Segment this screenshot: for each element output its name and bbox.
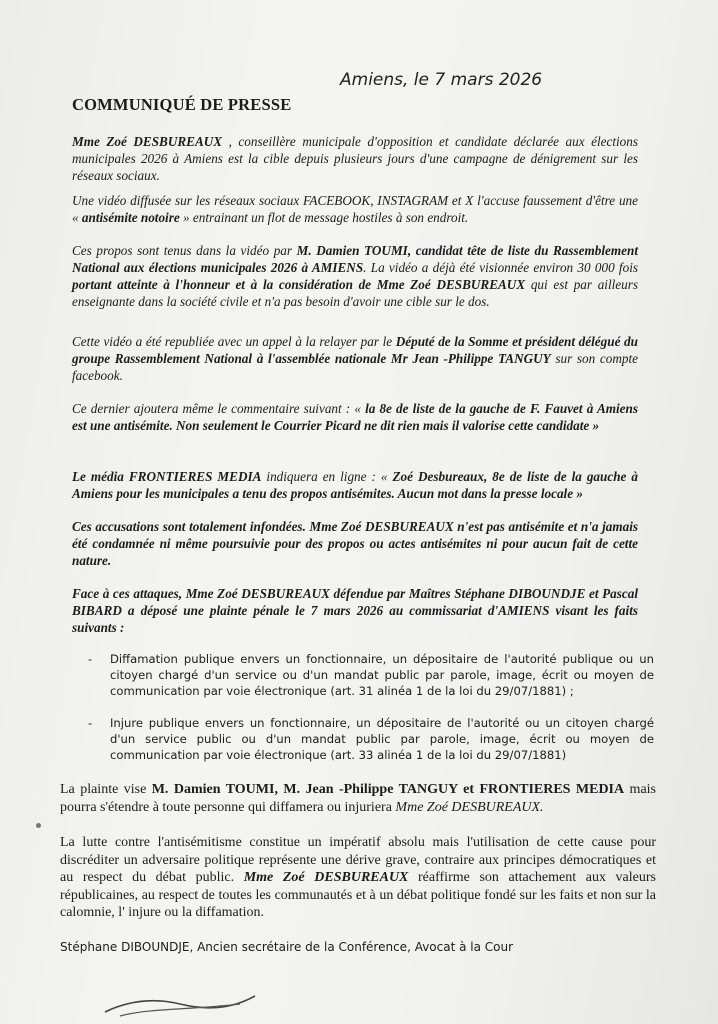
video-text-2: » entrainant un flot de message hostiles à son endroit. — [179, 210, 469, 225]
video-bold-quote: antisémite notoire — [81, 210, 180, 225]
targets-italic: Mme Zoé DESBUREAUX. — [395, 799, 544, 815]
paragraph-accusations — [72, 518, 638, 569]
paragraph-media — [72, 468, 638, 502]
media-quote: Zoé Desbureaux, 8e de liste de la gauche à Amiens pour les municipales a tenu des propos antisémites. Aucun mot dans la presse locale » — [72, 469, 638, 501]
tanguy-text-2: sur son compte facebook. — [72, 351, 638, 383]
paragraph-toumi — [72, 242, 638, 310]
targets-text-1: La plainte vise — [60, 782, 152, 797]
comment-quote: la 8e de liste de la gauche de F. Fauvet à Amiens est une antisémite. Non seulement le Courrier Picard ne dit rien mais il valorise cette candidate » — [72, 401, 638, 433]
list-item — [88, 715, 654, 763]
complaint-text: Face à ces attaques, Mme Zoé DESBUREAUX défendue par Maîtres Stéphane DIBOUNDJE et Pascal BIBARD a déposé une plainte pénale le 7 mars 2026 au commissariat d'AMIENS visant les faits suivants : — [72, 586, 638, 635]
accusations-text: Ces accusations sont totalement infondées. Mme Zoé DESBUREAUX n'est pas antisémite et n'a jamais été condamnée ni même poursuivie pour des propos ou actes antisémites ni pour aucun fait de cette nature. — [72, 519, 638, 568]
toumi-text-3: qui est par ailleurs enseignante dans la société civile et n'a pas besoin d'avoir une cible sur le dos. — [72, 277, 638, 309]
conclusion-text-1: La lutte contre l'antisémitisme constitue un impératif absolu mais l'utilisation de cette cause pour discréditer un adversaire politique représente une dérive grave, contraire aux principes démocratiques et au respect du débat public. — [60, 835, 656, 885]
charge-defamation: Diffamation publique envers un fonctionnaire, un dépositaire de l'autorité publique ou un citoyen chargé d'un service ou d'un mandat public par parole, image, écrit ou moyen de communication par voie électronique (art. 31 alinéa 1 de la loi du 29/07/1881) ; — [110, 652, 654, 698]
tanguy-bold: Député de la Somme et président délégué du groupe Rassemblement National à l'assemblée nationale Mr Jean -Philippe TANGUY — [72, 334, 638, 366]
date-line: Amiens, le 7 mars 2026 — [340, 70, 543, 90]
toumi-text-2: . La vidéo a déjà été visionnée environ 30 000 fois — [363, 260, 638, 275]
page-title: COMMUNIQUÉ DE PRESSE — [72, 95, 292, 114]
targets-text-2: mais pourra s'étendre à toute personne qui diffamera ou injuriera — [60, 782, 656, 815]
margin-mark — [36, 823, 41, 828]
video-text-1: Une vidéo diffusée sur les réseaux sociaux FACEBOOK, INSTAGRAM et X l'accuse faussement d'être une « — [72, 193, 638, 225]
signature-line: Stéphane DIBOUNDJE, Ancien secrétaire de la Conférence, Avocat à la Cour — [60, 940, 514, 954]
comment-text: Ce dernier ajoutera même le commentaire suivant : « — [72, 401, 366, 416]
targets-bold: M. Damien TOUMI, M. Jean -Philippe TANGUY et FRONTIERES MEDIA — [151, 782, 625, 797]
paragraph-complaint — [72, 585, 638, 636]
tanguy-text-1: Cette vidéo a été republiée avec un appel à la relayer par le — [72, 334, 396, 349]
paragraph-video — [72, 192, 638, 226]
charges-list — [88, 651, 654, 763]
list-dash: - — [88, 652, 93, 666]
conclusion-name: Mme Zoé DESBUREAUX — [243, 870, 409, 885]
list-dash: - — [88, 716, 93, 730]
intro-text: , conseillère municipale d'opposition et candidate déclarée aux élections municipales 2026 à Amiens est la cible depuis plusieurs jours d'une campagne de dénigrement sur les réseaux sociaux. — [72, 134, 638, 183]
charge-insult: Injure publique envers un fonctionnaire, un dépositaire de l'autorité ou un citoyen chargé d'un service public ou d'un mandat public par parole, image, écrit ou moyen de communication par voie électronique (art. 33 alinéa 1 de la loi du 29/07/1881) — [110, 716, 654, 762]
paragraph-targets — [60, 781, 656, 816]
paragraph-conclusion — [60, 834, 656, 922]
paragraph-comment — [72, 400, 638, 434]
conclusion-text-2: réaffirme son attachement aux valeurs républicaines, au respect de toutes les communautés et à un débat politique fondé sur les faits et non sur la calomnie, l' injure ou la diffamation. — [60, 870, 656, 920]
name-highlight: Mme Zoé DESBUREAUX — [72, 134, 223, 149]
list-item — [88, 651, 654, 699]
paragraph-intro — [72, 133, 638, 184]
toumi-text-1: Ces propos sont tenus dans la vidéo par — [72, 243, 297, 258]
media-name: Le média FRONTIERES MEDIA — [72, 469, 262, 484]
toumi-bold-1: M. Damien TOUMI, candidat tête de liste du Rassemblement National aux élections municipales 2026 à AMIENS — [72, 243, 638, 275]
handwritten-signature-icon — [100, 990, 260, 1020]
paragraph-tanguy — [72, 333, 638, 384]
toumi-bold-2: portant atteinte à l'honneur et à la considération de Mme Zoé DESBUREAUX — [72, 277, 526, 292]
media-text: indiquera en ligne : « — [261, 469, 393, 484]
